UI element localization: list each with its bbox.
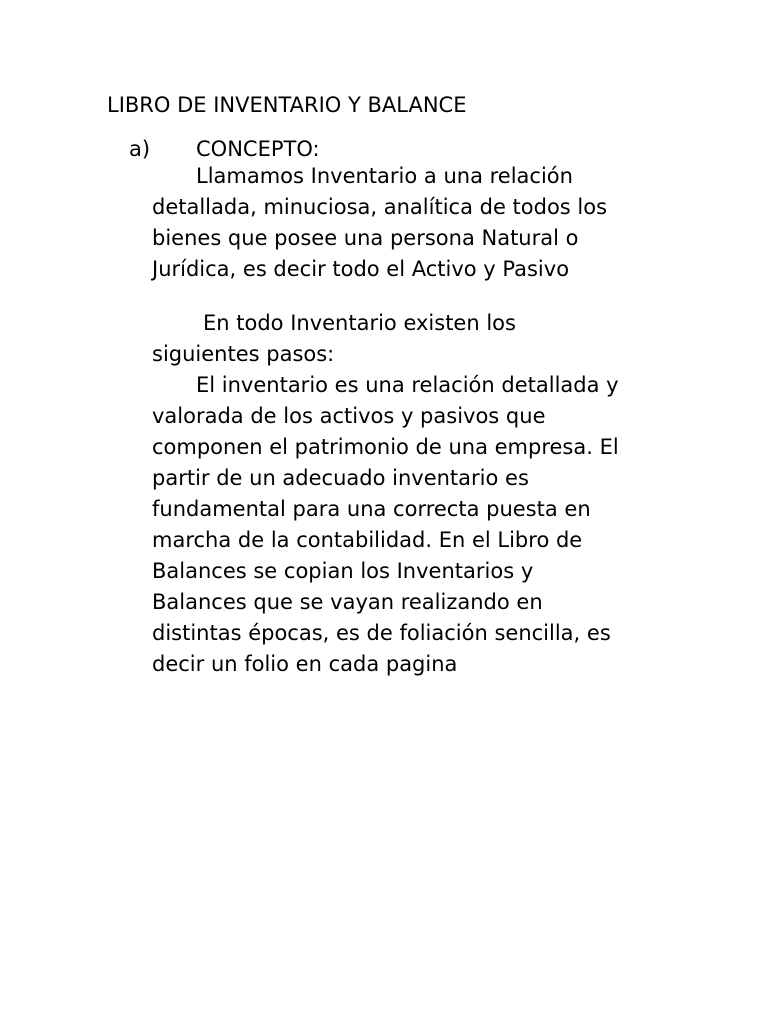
paragraph-line: distintas épocas, es de foliación sencilla, es — [152, 621, 611, 645]
paragraph-line: componen el patrimonio de una empresa. El — [152, 435, 619, 459]
paragraph-inventory-steps — [152, 308, 672, 680]
paragraph-line: fundamental para una correcta puesta en — [152, 497, 591, 521]
paragraph-line: partir de un adecuado inventario es — [152, 466, 529, 490]
section-heading: CONCEPTO: — [196, 137, 320, 161]
paragraph-line: Balances se copian los Inventarios y — [152, 559, 534, 583]
paragraph-definition — [152, 161, 672, 285]
section-marker: a) — [129, 137, 151, 161]
paragraph-line: detallada, minuciosa, analítica de todos los — [152, 195, 608, 219]
paragraph-line: valorada de los activos y pasivos que — [152, 404, 546, 428]
paragraph-line: bienes que posee una persona Natural o — [152, 226, 579, 250]
paragraph-line: Jurídica, es decir todo el Activo y Pasivo — [152, 257, 570, 281]
paragraph-line: marcha de la contabilidad. En el Libro de — [152, 528, 583, 552]
paragraph-line: siguientes pasos: — [152, 342, 335, 366]
document-title: LIBRO DE INVENTARIO Y BALANCE — [107, 93, 467, 117]
paragraph-line: El inventario es una relación detallada y — [196, 373, 619, 397]
paragraph-line: decir un folio en cada pagina — [152, 652, 458, 676]
paragraph-line: Balances que se vayan realizando en — [152, 590, 543, 614]
paragraph-line: Llamamos Inventario a una relación — [196, 164, 573, 188]
paragraph-line: En todo Inventario existen los — [203, 311, 516, 335]
